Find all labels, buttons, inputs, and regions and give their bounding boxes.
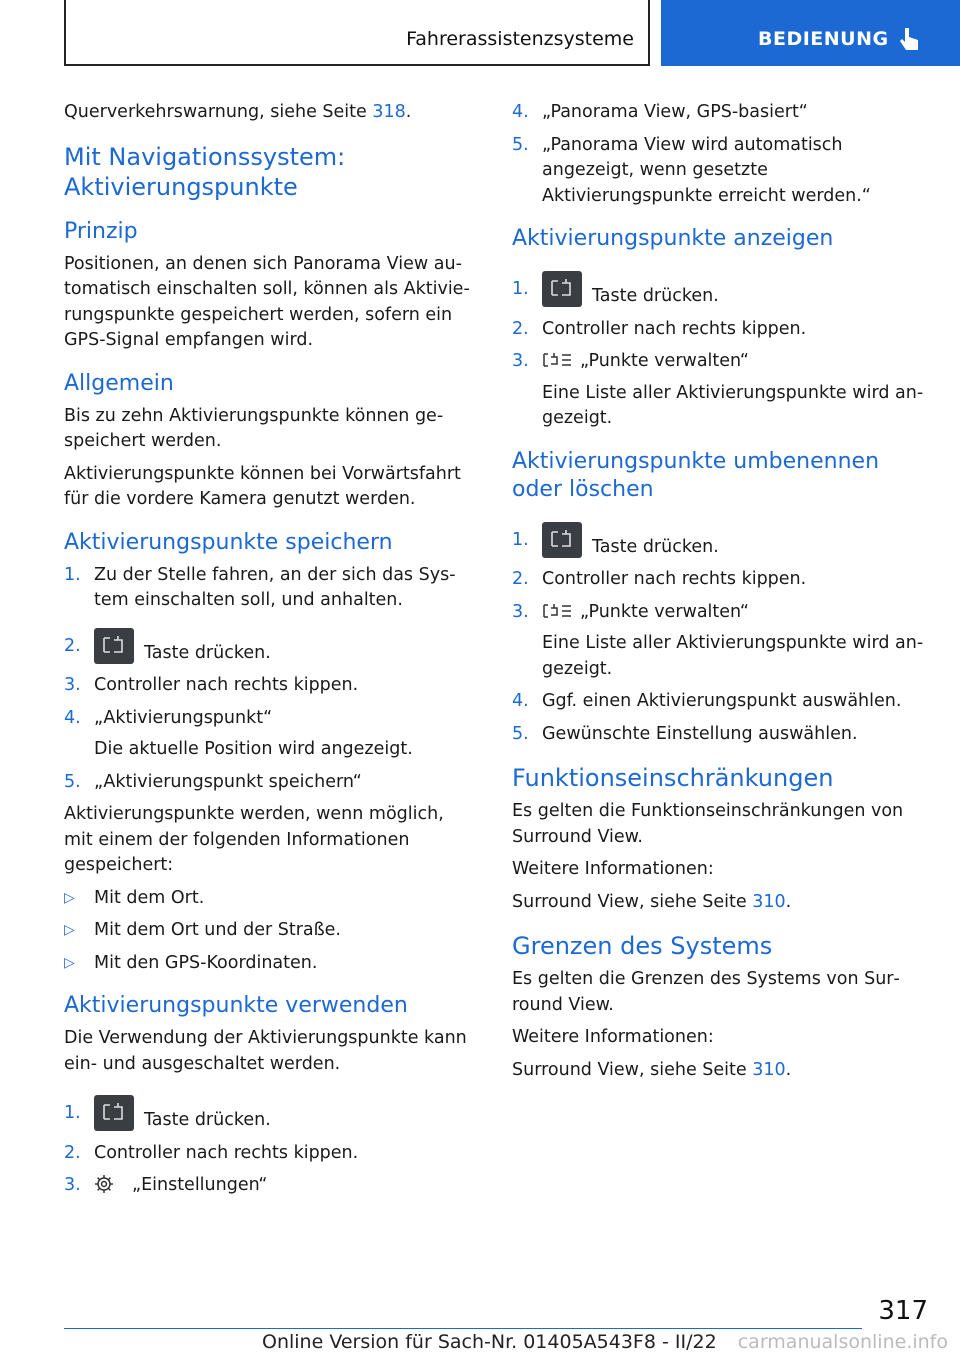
page-link-310[interactable]: 310 bbox=[752, 1059, 786, 1080]
footer-divider bbox=[64, 1328, 862, 1329]
speichern-step-4 bbox=[64, 706, 476, 763]
step-number: 4. bbox=[64, 707, 81, 728]
step-number: 3. bbox=[512, 351, 529, 371]
surround-ref-2 bbox=[512, 1058, 928, 1084]
step-text: „Einstellungen“ bbox=[132, 1175, 268, 1195]
heading-navigation: Mit Navigationssystem: Aktivierungspunkte bbox=[64, 142, 346, 201]
verwenden-paragraph: Die Verwendung der Aktivierungspunkte kann ein- und ausgeschaltet werden. bbox=[64, 1028, 467, 1074]
step-number: 3. bbox=[512, 601, 529, 622]
step-number: 1. bbox=[64, 1103, 81, 1123]
heading-anzeigen: Aktivierungspunkte anzeigen bbox=[512, 226, 834, 251]
step-text: Taste drücken. bbox=[592, 536, 719, 557]
period: . bbox=[785, 1059, 792, 1080]
camera-button-icon bbox=[542, 522, 582, 558]
weitere-info-1: Weitere Informationen: bbox=[512, 859, 714, 879]
verwenden-step-1 bbox=[64, 1095, 476, 1134]
step-text: „Panorama View, GPS-basiert“ bbox=[542, 102, 808, 122]
watermark: carmanualsonline.info bbox=[737, 1331, 948, 1353]
bullet-triangle-icon: ▷ bbox=[64, 889, 75, 906]
verwenden-step-3 bbox=[64, 1173, 476, 1199]
camera-button-icon bbox=[94, 628, 134, 664]
umbenennen-step-5 bbox=[512, 722, 928, 748]
cont-step-5 bbox=[512, 133, 928, 210]
step-text: „Punkte verwalten“ bbox=[580, 601, 749, 622]
step-subtext: Die aktuelle Position wird angezeigt. bbox=[94, 739, 413, 759]
speichern-paragraph: Aktivierungspunkte werden, wenn möglich, mit einem der folgenden Informationen gespeichert: bbox=[64, 804, 444, 875]
step-text: Taste drücken. bbox=[144, 1110, 271, 1130]
points-list-icon bbox=[542, 350, 572, 370]
bullet-text: Mit den GPS-Koordinaten. bbox=[94, 952, 318, 973]
step-text: Controller nach rechts kippen. bbox=[94, 675, 359, 695]
step-number: 5. bbox=[512, 134, 529, 155]
header-section-title: Fahrerassistenzsysteme bbox=[406, 28, 634, 50]
verwenden-step-2 bbox=[64, 1141, 476, 1167]
step-text: Controller nach rechts kippen. bbox=[542, 569, 807, 589]
bullet-item bbox=[64, 918, 476, 944]
page-link-318[interactable]: 318 bbox=[372, 102, 406, 122]
header-chapter-box bbox=[661, 0, 960, 66]
step-number: 2. bbox=[512, 569, 529, 589]
umbenennen-step-1 bbox=[512, 522, 928, 561]
heading-verwenden: Aktivierungspunkte verwenden bbox=[64, 993, 408, 1018]
anzeigen-step-2 bbox=[512, 317, 928, 343]
umbenennen-step-2 bbox=[512, 567, 928, 593]
step-text: „Panorama View wird automatisch angezeigt, wenn gesetzte Aktivierungspunkte erreicht werden.“ bbox=[542, 134, 871, 206]
surround-ref-1 bbox=[512, 890, 928, 916]
step-text: Ggf. einen Aktivierungspunkt auswählen. bbox=[542, 691, 902, 711]
step-number: 3. bbox=[64, 675, 81, 695]
speichern-step-2 bbox=[64, 628, 476, 667]
step-text: Gewünschte Einstellung auswählen. bbox=[542, 723, 858, 744]
right-column bbox=[512, 100, 928, 1090]
step-number: 2. bbox=[512, 318, 529, 339]
heading-speichern: Aktivierungspunkte speichern bbox=[64, 529, 393, 555]
step-subtext: Eine Liste aller Aktivierungspunkte wird angezeigt. bbox=[542, 382, 924, 428]
bullet-text: Mit dem Ort und der Straße. bbox=[94, 920, 341, 940]
step-text: „Aktivierungspunkt speichern“ bbox=[94, 771, 362, 792]
step-text: Zu der Stelle fahren, an der sich das System einschalten soll, und anhalten. bbox=[94, 564, 456, 610]
speichern-step-1 bbox=[64, 563, 476, 614]
step-text: Taste drücken. bbox=[144, 642, 271, 663]
allgemein-paragraph-1: Bis zu zehn Aktivierungspunkte können gespeichert werden. bbox=[64, 405, 444, 451]
camera-button-icon bbox=[94, 1095, 134, 1131]
anzeigen-step-1 bbox=[512, 271, 928, 310]
points-list-icon bbox=[542, 601, 572, 621]
umbenennen-step-3 bbox=[512, 600, 928, 683]
speichern-step-3 bbox=[64, 673, 476, 699]
step-number: 1. bbox=[64, 564, 81, 585]
step-number: 2. bbox=[64, 1142, 81, 1163]
page-number: 317 bbox=[878, 1296, 928, 1326]
prinzip-paragraph: Positionen, an denen sich Panorama View automatisch einschalten soll, können als Aktivierungspunkte gespeichert werden, sofern ein GPS-Signal empfangen wird. bbox=[64, 253, 470, 350]
cont-step-4 bbox=[512, 100, 928, 126]
step-number: 4. bbox=[512, 102, 529, 122]
funktion-paragraph: Es gelten die Funktionseinschränkungen von Surround View. bbox=[512, 801, 904, 847]
step-text: Controller nach rechts kippen. bbox=[542, 318, 807, 339]
step-number: 5. bbox=[512, 723, 529, 744]
allgemein-paragraph-2: Aktivierungspunkte können bei Vorwärtsfahrt für die vordere Kamera genutzt werden. bbox=[64, 463, 461, 509]
camera-button-icon bbox=[542, 271, 582, 307]
heading-prinzip: Prinzip bbox=[64, 218, 138, 244]
step-text: „Aktivierungspunkt“ bbox=[94, 707, 273, 728]
header-section-box bbox=[64, 0, 650, 66]
heading-allgemein: Allgemein bbox=[64, 370, 174, 396]
step-text: „Punkte verwalten“ bbox=[580, 351, 749, 371]
step-text: Taste drücken. bbox=[592, 286, 719, 306]
bullet-item bbox=[64, 951, 476, 977]
grenzen-paragraph: Es gelten die Grenzen des Systems von Surround View. bbox=[512, 969, 900, 1015]
step-number: 2. bbox=[64, 635, 81, 656]
speichern-step-5 bbox=[64, 770, 476, 796]
bullet-item bbox=[64, 886, 476, 912]
bullet-text: Mit dem Ort. bbox=[94, 887, 205, 908]
step-text: Controller nach rechts kippen. bbox=[94, 1142, 359, 1163]
weitere-info-2: Weitere Informationen: bbox=[512, 1027, 714, 1047]
step-number: 1. bbox=[512, 529, 529, 550]
page-link-310[interactable]: 310 bbox=[752, 891, 786, 912]
bullet-triangle-icon: ▷ bbox=[64, 922, 75, 938]
hand-pointer-icon bbox=[898, 26, 922, 54]
bullet-triangle-icon: ▷ bbox=[64, 954, 75, 971]
surround-text: Surround View, siehe Seite bbox=[512, 1059, 753, 1080]
intro-paragraph bbox=[64, 100, 476, 126]
step-number: 5. bbox=[64, 771, 81, 792]
heading-umbenennen: Aktivierungspunkte umbenennen oder löschen bbox=[512, 448, 880, 502]
left-column bbox=[64, 100, 476, 1206]
step-number: 1. bbox=[512, 279, 529, 299]
footer-online-version: Online Version für Sach-Nr. 01405A543F8 - II/22 bbox=[262, 1331, 717, 1353]
heading-funktion: Funktionseinschränkungen bbox=[512, 764, 834, 792]
intro-end: . bbox=[405, 102, 412, 122]
surround-text: Surround View, siehe Seite bbox=[512, 891, 753, 912]
step-number: 3. bbox=[64, 1175, 81, 1195]
heading-grenzen: Grenzen des Systems bbox=[512, 932, 773, 960]
gear-icon bbox=[94, 1174, 124, 1194]
step-number: 4. bbox=[512, 691, 529, 711]
header-chapter-title: BEDIENUNG bbox=[758, 28, 889, 50]
step-subtext: Eine Liste aller Aktivierungspunkte wird angezeigt. bbox=[542, 633, 924, 679]
intro-text: Querverkehrswarnung, siehe Seite bbox=[64, 102, 373, 122]
period: . bbox=[785, 891, 792, 912]
umbenennen-step-4 bbox=[512, 689, 928, 715]
anzeigen-step-3 bbox=[512, 349, 928, 432]
